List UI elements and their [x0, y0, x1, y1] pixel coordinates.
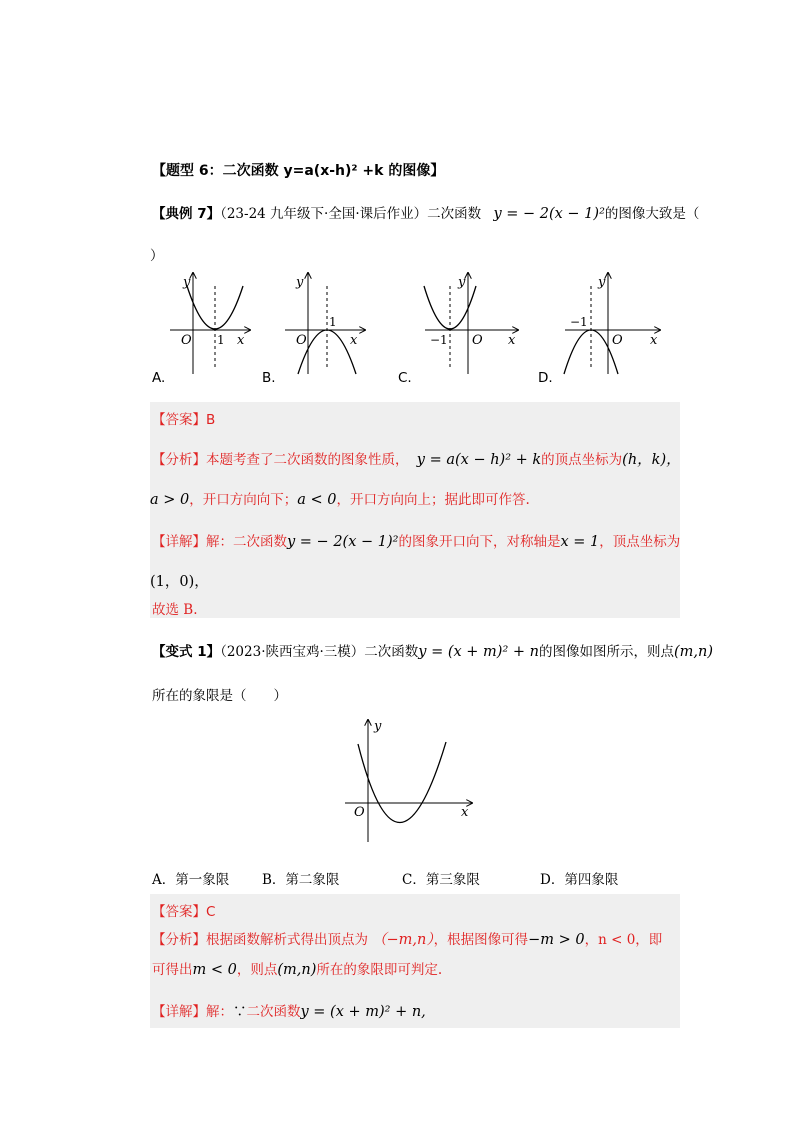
variant1-option-c: C．第三象限 — [402, 872, 480, 888]
origin-label: O — [612, 333, 623, 348]
because-symbol: ∵ — [233, 1004, 247, 1020]
option-d-graph — [560, 268, 665, 376]
example7-analysis-line2 — [150, 488, 530, 508]
variant1-point: (m,n) — [673, 644, 713, 660]
detail-text: 解：二次函数 — [206, 534, 287, 550]
parabola — [358, 742, 446, 823]
variant1-source: （2023·陕西宝鸡·三模）二次函数 — [220, 644, 419, 660]
analysis-text-4: ，开口方向向上；据此即可作答. — [336, 492, 530, 508]
x-label: x — [508, 333, 516, 348]
variant1-question-line2: 所在的象限是（ ） — [152, 688, 287, 704]
variant1-option-d: D．第四象限 — [540, 872, 619, 888]
origin-label: O — [472, 333, 483, 348]
option-b-graph — [280, 268, 370, 376]
detail-formula: y = (x + m)² + n, — [300, 1004, 426, 1020]
analysis-text-4: ，则点 — [236, 962, 278, 978]
example7-label: 【典例 7】 — [152, 206, 221, 222]
tick-label: −1 — [430, 333, 448, 347]
y-label: y — [296, 275, 304, 290]
y-label: y — [374, 719, 382, 734]
section-title: 【题型 6：二次函数 y=a(x-h)² +k 的图像】 — [152, 163, 445, 179]
variant1-question — [152, 640, 713, 660]
detail-text-2: 的图象开口向下，对称轴是 — [398, 534, 561, 550]
example7-source: （23-24 九年级下·全国·课后作业）二次函数 — [220, 206, 482, 222]
x-label: x — [650, 333, 658, 348]
analysis-text: 本题考查了二次函数的图象性质， — [206, 452, 409, 468]
example7-analysis-line1 — [152, 448, 681, 469]
option-a-graph — [165, 268, 255, 376]
example7-answer: 【答案】B — [152, 412, 216, 428]
analysis-label: 【分析】 — [152, 932, 206, 948]
origin-label: O — [354, 805, 365, 820]
example7-question — [152, 202, 699, 222]
variant1-analysis-line1 — [152, 928, 662, 949]
variant1-detail-line1 — [152, 1000, 426, 1020]
tick-label: −1 — [570, 315, 588, 329]
option-c-label: C. — [398, 370, 412, 386]
variant1-graph — [340, 716, 480, 846]
detail-label: 【详解】 — [152, 1004, 206, 1020]
analysis-vertex: （−m,n） — [372, 932, 434, 948]
example7-detail-line1 — [152, 530, 680, 550]
analysis-vertex: (h，k)， — [622, 452, 681, 468]
ineq-a-negative: a < 0 — [297, 492, 337, 508]
analysis-ineq1: −m > 0 — [528, 932, 585, 948]
example7-question-tail: 的图像大致是（ — [604, 206, 700, 222]
variant1-question-tail: 的图像如图所示，则点 — [538, 644, 674, 660]
example7-conclusion: 故选 B. — [152, 602, 198, 618]
detail-text-3: ，顶点坐标为 — [599, 534, 681, 550]
example7-close-paren: ） — [150, 248, 164, 264]
origin-label: O — [296, 333, 307, 348]
analysis-ineq3: m < 0 — [192, 962, 237, 978]
option-b-label: B. — [262, 370, 276, 386]
analysis-text-2: 的顶点坐标为 — [541, 452, 623, 468]
example7-formula: y = − 2(x − 1)² — [493, 206, 605, 222]
option-a-label: A. — [152, 370, 166, 386]
origin-label: O — [181, 333, 192, 348]
y-label: y — [458, 275, 466, 290]
ineq-a-positive: a > 0 — [150, 492, 190, 508]
option-c-graph — [420, 268, 520, 376]
analysis-text-3: 可得出 — [152, 962, 193, 978]
detail-formula: y = − 2(x − 1)² — [287, 534, 399, 550]
x-label: x — [350, 333, 358, 348]
detail-axis: x = 1 — [560, 534, 600, 550]
variant1-option-b: B．第二象限 — [262, 872, 340, 888]
tick-label: 1 — [217, 333, 225, 347]
variant1-analysis-line2 — [152, 958, 442, 978]
analysis-point: (m,n) — [277, 962, 317, 978]
variant1-formula: y = (x + m)² + n — [418, 644, 539, 660]
analysis-ineq2: ，n < 0，即 — [584, 932, 663, 948]
analysis-text-2: ，根据图像可得 — [433, 932, 529, 948]
variant1-answer: 【答案】C — [152, 904, 216, 920]
detail-text: 解： — [206, 1004, 233, 1020]
detail-label: 【详解】 — [152, 534, 206, 550]
variant1-option-a: A．第一象限 — [152, 872, 230, 888]
tick-label: 1 — [329, 315, 337, 329]
x-label: x — [461, 805, 469, 820]
y-label: y — [598, 275, 606, 290]
example7-detail-vertex: (1，0)， — [150, 574, 209, 590]
analysis-formula: y = a(x − h)² + k — [416, 452, 542, 468]
analysis-label: 【分析】 — [152, 452, 206, 468]
detail-text-2: 二次函数 — [246, 1004, 301, 1020]
x-label: x — [237, 333, 245, 348]
analysis-text: 根据函数解析式得出顶点为 — [206, 932, 368, 948]
y-label: y — [183, 275, 191, 290]
analysis-text-3: ，开口方向向下； — [189, 492, 298, 508]
variant1-label: 【变式 1】 — [152, 644, 221, 660]
option-d-label: D. — [538, 370, 553, 386]
example7-solution-box — [150, 402, 680, 618]
analysis-text-5: 所在的象限即可判定. — [316, 962, 443, 978]
